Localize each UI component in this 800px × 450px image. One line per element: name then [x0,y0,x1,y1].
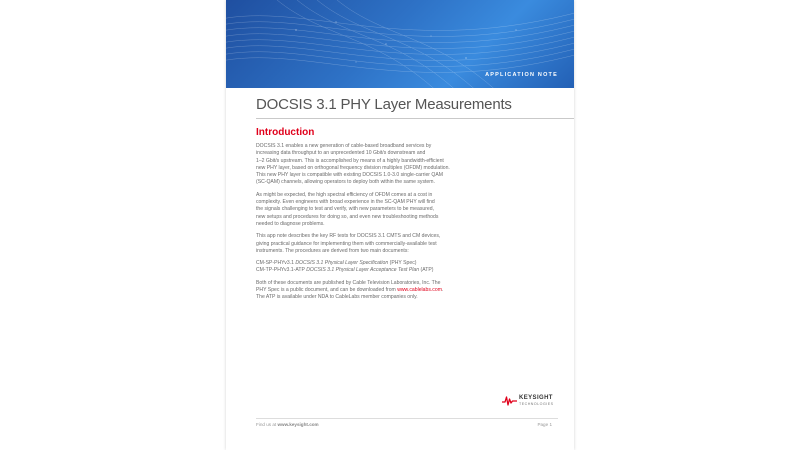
text-line: The ATP is available under NDA to CableLabs member companies only. [256,294,418,301]
reference-code: CM-SP-PHYv3.1 [256,260,296,267]
text-line: needed to diagnose problems. [256,220,325,227]
section-heading: Introduction [256,127,315,138]
reference-item [256,267,472,274]
paragraph-3 [256,233,472,255]
text-line: Both of these documents are published by Cable Television Laboratories, Inc. The [256,279,441,286]
text-fragment: PHY Spec is a public document, and can be downloaded from [256,287,398,294]
document-title: DOCSIS 3.1 PHY Layer Measurements [256,96,512,113]
footer-divider [256,418,558,419]
text-line: new setups and procedures for doing so, and even new troubleshooting methods [256,213,439,220]
keysight-logo [502,394,562,408]
text-line: new PHY layer, based on orthogonal frequency division multiplex (OFDM) modulation. [256,164,450,171]
reference-item [256,260,472,267]
reference-suffix: (ATP) [419,267,434,274]
header-banner [226,0,574,88]
text-line: This new PHY layer is compatible with existing DOCSIS 1.0-3.0 single-carrier QAM [256,172,444,179]
logo-name: KEYSIGHT [519,395,553,401]
reference-suffix: (PHY Spec) [388,260,417,267]
text-line: giving practical guidance for implementing them with commercially-available test [256,240,437,247]
text-fragment: . [441,287,444,294]
paragraph-2 [256,192,472,228]
reference-code: CM-TP-PHYv3.1-ATP [256,267,307,274]
document-type-label: APPLICATION NOTE [485,72,558,78]
title-divider [256,118,574,119]
keysight-website-link[interactable]: www.keysight.com [277,422,319,427]
reference-title: DOCSIS 3.1 Physical Layer Acceptance Test Plan [306,267,420,274]
body-text [256,143,472,307]
text-line: the signals challenging to test and verify, with new parameters to be measured, [256,206,434,213]
text-line: (SC-QAM) channels, allowing operators to deploy both within the same system. [256,179,435,186]
text-line: instruments. The procedures are derived from two main documents: [256,247,409,254]
document-page [226,0,574,450]
logo-subtitle: TECHNOLOGIES [519,402,554,406]
text-line: As might be expected, the high spectral efficiency of OFDM comes at a cost in [256,191,433,198]
text-line: This app note describes the key RF tests for DOCSIS 3.1 CMTS and CM devices, [256,233,441,240]
text-line: increasing data throughput to an unprecedented 10 Gbit/s downstream and [256,150,426,157]
keysight-waveform-icon [502,396,517,406]
footer-left [256,422,319,427]
paragraph-1 [256,143,472,187]
text-line: DOCSIS 3.1 enables a new generation of cable-based broadband services by [256,143,432,149]
reference-list [256,260,472,275]
text-line: complexity. Even engineers with broad experience in the SC-QAM PHY will find [256,199,435,206]
paragraph-4 [256,280,472,302]
footer-prefix: Find us at [256,422,278,427]
cablelabs-link[interactable]: www.cablelabs.com [397,287,442,294]
text-line [256,287,472,294]
reference-title: DOCSIS 3.1 Physical Layer Specification [295,260,389,267]
text-line: 1–2 Gbit/s upstream. This is accomplished by means of a highly bandwidth-efficient [256,157,444,164]
page-number: Page 1 [537,422,552,427]
